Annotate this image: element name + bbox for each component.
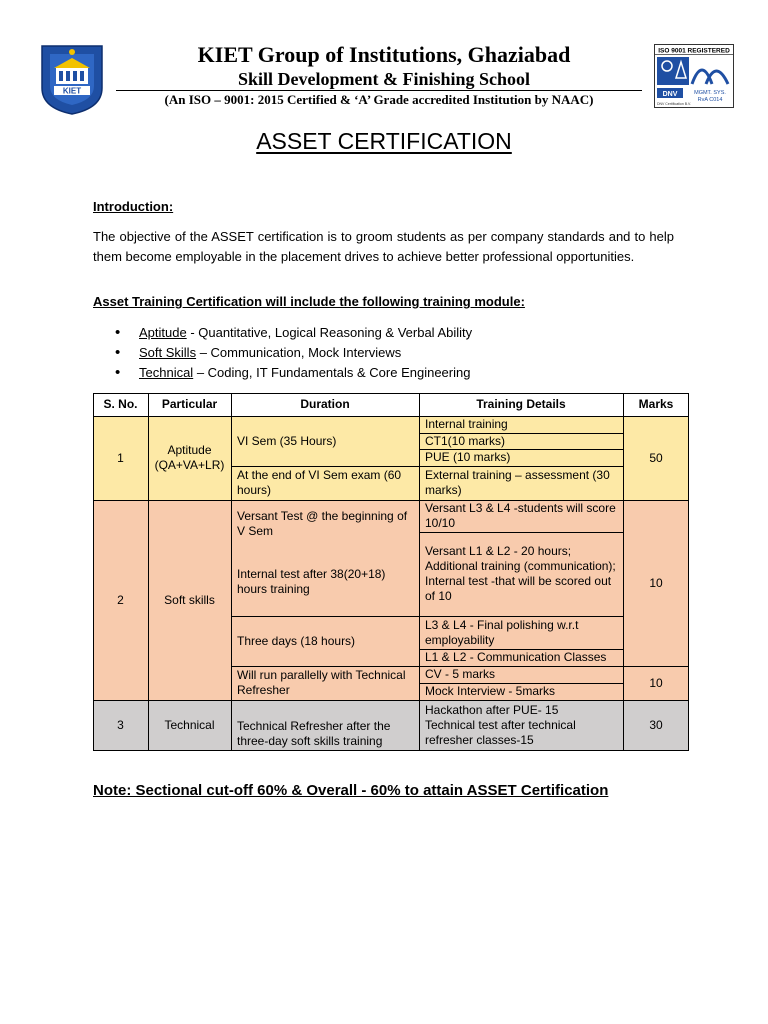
institution-name: KIET Group of Institutions, Ghaziabad [197, 42, 571, 67]
svg-text:ISO 9001 REGISTERED: ISO 9001 REGISTERED [658, 47, 730, 55]
soft-skills-training-versant-l1-l2: Versant L1 & L2 - 20 hours; Additional training (communication); Internal test -that will be scored out of 10 [419, 532, 623, 616]
soft-skills-training-cv: CV - 5 marks [419, 666, 623, 683]
soft-skills-sno: 2 [93, 500, 148, 700]
header-training-details: Training Details [419, 393, 623, 416]
aptitude-training-internal: Internal training [419, 416, 623, 433]
soft-skills-training-communication-classes: L1 & L2 - Communication Classes [419, 649, 623, 666]
module-item-aptitude: • Aptitude - Quantitative, Logical Reasoning & Verbal Ability [93, 323, 693, 343]
iso-dnv-certification-logo [654, 44, 734, 108]
module-item-soft-skills: • Soft Skills – Communication, Mock Interviews [93, 343, 693, 363]
modules-heading: Asset Training Certification will include the following training module: [93, 294, 525, 309]
svg-text:MGMT. SYS.: MGMT. SYS. [694, 90, 726, 96]
introduction-heading: Introduction: [93, 199, 174, 214]
aptitude-duration-exam: At the end of VI Sem exam (60 hours) [231, 466, 419, 500]
soft-skills-particular: Soft skills [148, 500, 231, 700]
technical-training: Hackathon after PUE- 15 Technical test after technical refresher classes-15 [419, 700, 623, 750]
header-duration: Duration [231, 393, 419, 416]
aptitude-training-ct1: CT1(10 marks) [419, 433, 623, 449]
soft-skills-duration-internal-test: Internal test after 38(20+18) hours training [231, 548, 419, 616]
soft-skills-duration-versant: Versant Test @ the beginning of V Sem [231, 500, 419, 548]
svg-text:RvA C014: RvA C014 [697, 97, 723, 103]
soft-skills-duration-three-days: Three days (18 hours) [231, 616, 419, 666]
aptitude-training-external: External training – assessment (30 marks) [419, 466, 623, 500]
aptitude-training-pue: PUE (10 marks) [419, 449, 623, 466]
technical-particular: Technical [148, 700, 231, 750]
svg-text:DNV Certification B.V.: DNV Certification B.V. [656, 102, 692, 106]
header-divider [116, 90, 642, 91]
document-title: ASSET CERTIFICATION [256, 128, 512, 154]
accreditation-line: (An ISO – 9001: 2015 Certified & ‘A’ Grade accredited Institution by NAAC) [164, 92, 594, 107]
soft-skills-training-versant-l3-l4: Versant L3 & L4 -students will score 10/10 [419, 500, 623, 532]
soft-skills-marks-cv-interview: 10 [623, 666, 689, 700]
aptitude-duration-sem: VI Sem (35 Hours) [231, 416, 419, 466]
module-list [93, 323, 693, 383]
technical-sno: 3 [93, 700, 148, 750]
asset-training-table [93, 393, 689, 751]
cutoff-note: Note: Sectional cut-off 60% & Overall - 60% to attain ASSET Certification [93, 782, 609, 799]
soft-skills-marks: 10 [623, 500, 689, 666]
header-particular: Particular [148, 393, 231, 416]
aptitude-particular: Aptitude (QA+VA+LR) [148, 416, 231, 500]
aptitude-marks: 50 [623, 416, 689, 500]
header-sno: S. No. [93, 393, 148, 416]
module-item-technical: • Technical – Coding, IT Fundamentals & Core Engineering [93, 363, 693, 383]
introduction-text: The objective of the ASSET certification is to groom students as per company standards and to help them become employable in the placement drives to achieve better professional opportunities. [93, 229, 674, 264]
aptitude-sno: 1 [93, 416, 148, 500]
technical-duration: Technical Refresher after the three-day soft skills training [231, 700, 419, 750]
soft-skills-duration-parallel: Will run parallelly with Technical Refresher [231, 666, 419, 700]
technical-marks: 30 [623, 700, 689, 750]
soft-skills-training-mock-interview: Mock Interview - 5marks [419, 683, 623, 700]
soft-skills-training-final-polishing: L3 & L4 - Final polishing w.r.t employability [419, 616, 623, 649]
svg-text:KIET: KIET [62, 86, 82, 96]
school-name: Skill Development & Finishing School [237, 69, 531, 89]
header-marks: Marks [623, 393, 689, 416]
svg-text:DNV: DNV [662, 91, 678, 98]
kiet-seal-logo [36, 42, 108, 116]
